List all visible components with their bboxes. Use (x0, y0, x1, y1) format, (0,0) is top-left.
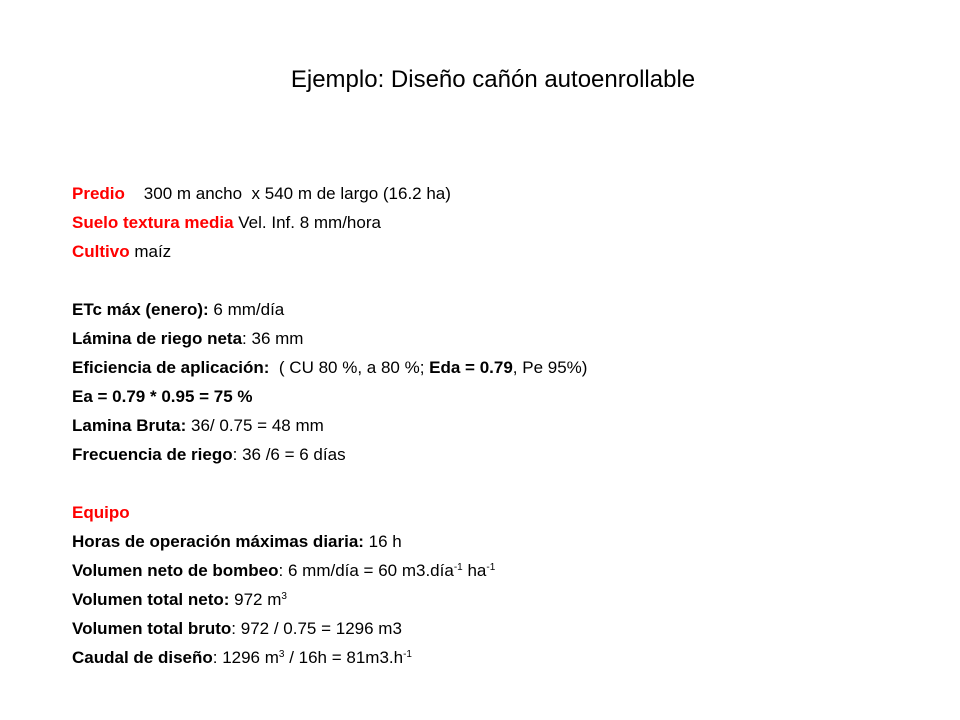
spacer (72, 266, 932, 295)
line-predio (72, 179, 932, 208)
label-suelo: Suelo textura media (72, 213, 234, 232)
label-lamina-bruta: Lamina Bruta: (72, 416, 187, 435)
sup-volumen-bombeo-a: -1 (453, 562, 463, 573)
value-volumen-bombeo-a: : 6 mm/día = 60 m3.día (278, 561, 454, 580)
sup-volumen-neto: 3 (281, 591, 287, 602)
value-eficiencia-post: , Pe 95%) (512, 358, 588, 377)
value-eficiencia-pre: ( CU 80 %, a 80 %; (269, 358, 430, 377)
line-lamina-neta (72, 324, 932, 353)
value-horas: 16 h (363, 532, 402, 551)
label-equipo: Equipo (72, 503, 130, 522)
label-eficiencia: Eficiencia de aplicación: (72, 358, 270, 377)
value-lamina-bruta: 36/ 0.75 = 48 mm (186, 416, 324, 435)
line-horas (72, 527, 932, 556)
line-etc (72, 295, 932, 324)
line-volumen-neto (72, 585, 932, 614)
content-block (72, 179, 932, 672)
label-horas: Horas de operación máximas diaria: (72, 532, 364, 551)
label-predio: Predio (72, 184, 125, 203)
label-etc: ETc máx (enero): (72, 300, 209, 319)
label-cultivo: Cultivo (72, 242, 130, 261)
value-predio: 300 m ancho x 540 m de largo (16.2 ha) (124, 184, 451, 203)
line-ea (72, 382, 932, 411)
value-caudal-a: : 1296 m (212, 648, 279, 667)
label-frecuencia: Frecuencia de riego (72, 445, 233, 464)
sup-caudal-b: -1 (403, 649, 412, 660)
value-volumen-neto: 972 m (229, 590, 282, 609)
value-lamina-neta: : 36 mm (242, 329, 304, 348)
label-volumen-neto: Volumen total neto: (72, 590, 230, 609)
line-caudal (72, 643, 932, 672)
line-volumen-bruto (72, 614, 932, 643)
value-volumen-bruto: : 972 / 0.75 = 1296 m3 (231, 619, 402, 638)
line-eficiencia (72, 353, 932, 382)
value-caudal-b: / 16h = 81m3.h (284, 648, 404, 667)
value-etc: 6 mm/día (208, 300, 285, 319)
sup-volumen-bombeo-b: -1 (486, 562, 496, 573)
spacer (72, 469, 932, 498)
label-lamina-neta: Lámina de riego neta (72, 329, 243, 348)
value-frecuencia: : 36 /6 = 6 días (232, 445, 346, 464)
label-caudal: Caudal de diseño (72, 648, 213, 667)
label-ea: Ea = 0.79 * 0.95 = 75 % (72, 387, 253, 406)
sup-caudal-a: 3 (278, 649, 285, 660)
line-volumen-bombeo (72, 556, 932, 585)
line-suelo (72, 208, 932, 237)
label-volumen-bombeo: Volumen neto de bombeo (72, 561, 279, 580)
line-lamina-bruta (72, 411, 932, 440)
line-equipo (72, 498, 932, 527)
label-volumen-bruto: Volumen total bruto (72, 619, 232, 638)
value-suelo: Vel. Inf. 8 mm/hora (233, 213, 381, 232)
line-frecuencia (72, 440, 932, 469)
line-cultivo (72, 237, 932, 266)
value-volumen-bombeo-b: ha (462, 561, 487, 580)
value-eficiencia-eda: Eda = 0.79 (429, 358, 513, 377)
page-title: Ejemplo: Diseño cañón autoenrollable (290, 66, 696, 93)
value-cultivo: maíz (129, 242, 172, 261)
